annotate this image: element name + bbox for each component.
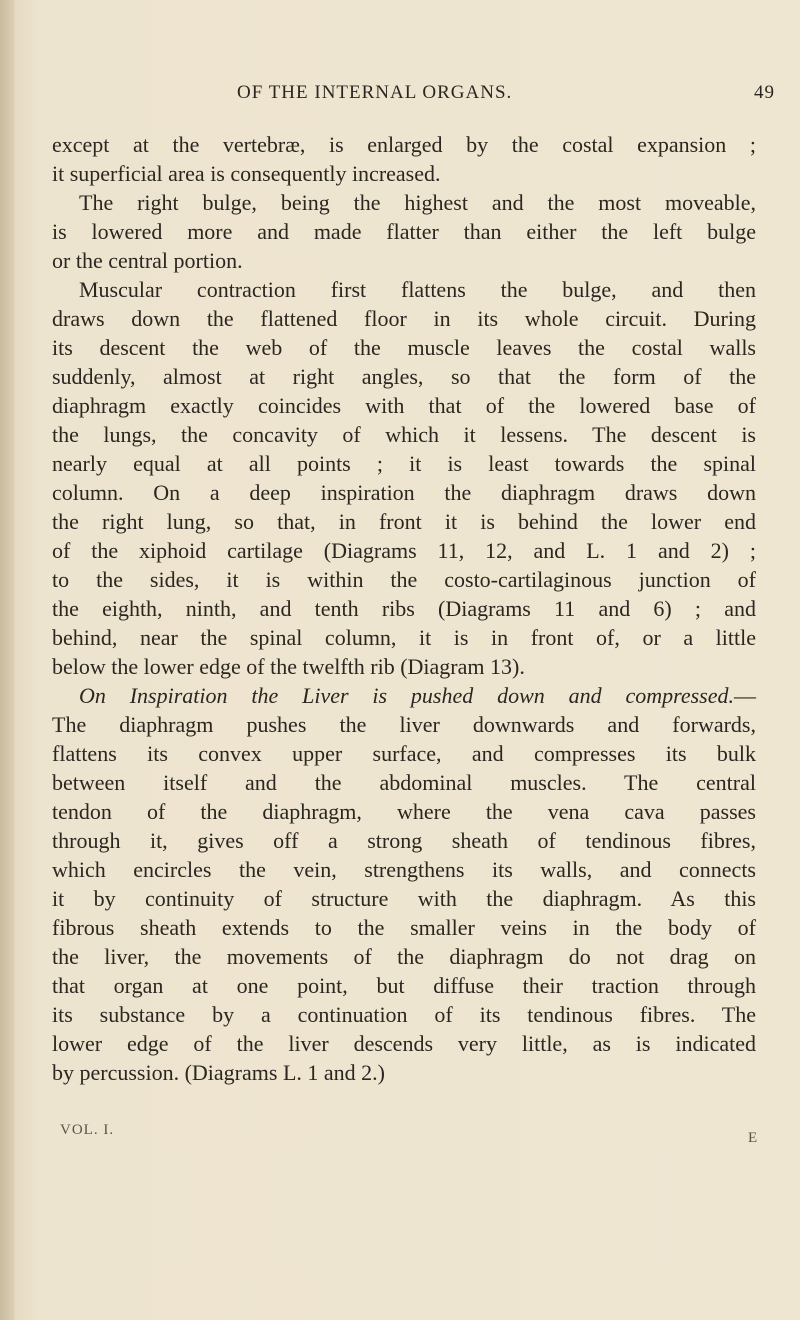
text-line: The diaphragm pushes the liver downwards and forwards,	[52, 712, 756, 737]
text-line: flattens its convex upper surface, and compresses its bulk	[52, 741, 756, 766]
text-line: between itself and the abdominal muscles. The central	[52, 770, 756, 795]
text-line: The right bulge, being the highest and the most moveable,	[79, 190, 756, 215]
text-line: its descent the web of the muscle leaves the costal walls	[52, 335, 756, 360]
text-line: that organ at one point, but diffuse their traction through	[52, 973, 756, 998]
text-line: the right lung, so that, in front it is behind the lower end	[52, 509, 756, 534]
text-line: except at the vertebræ, is enlarged by the costal expansion ;	[52, 132, 756, 157]
text-line: which encircles the vein, strengthens its walls, and connects	[52, 857, 756, 882]
body-text	[52, 130, 756, 1087]
text-line: tendon of the diaphragm, where the vena cava passes	[52, 799, 756, 824]
text-line: draws down the flattened floor in its whole circuit. During	[52, 306, 756, 331]
text-line: the eighth, ninth, and tenth ribs (Diagrams 11 and 6) ; and	[52, 596, 756, 621]
text-line: its substance by a continuation of its tendinous fibres. The	[52, 1002, 756, 1027]
volume-mark: VOL. I.	[60, 1122, 115, 1138]
text-line: to the sides, it is within the costo-cartilaginous junction of	[52, 567, 756, 592]
text-line: column. On a deep inspiration the diaphragm draws down	[52, 480, 756, 505]
heading-dash: —	[734, 683, 756, 708]
text-line: Muscular contraction first flattens the bulge, and then	[79, 277, 756, 302]
text-line: it by continuity of structure with the diaphragm. As this	[52, 886, 756, 911]
text-line: diaphragm exactly coincides with that of the lowered base of	[52, 393, 756, 418]
page-header	[0, 82, 800, 112]
signature-mark: E	[748, 1130, 759, 1146]
running-head: OF THE INTERNAL ORGANS.	[237, 82, 513, 103]
italic-heading: On Inspiration the Liver is pushed down and compressed.	[79, 683, 734, 708]
italic-heading-line	[52, 681, 756, 710]
page-footer	[0, 1122, 800, 1146]
text-line: by percussion. (Diagrams L. 1 and 2.)	[52, 1060, 385, 1085]
text-line: or the central portion.	[52, 248, 243, 273]
text-line: fibrous sheath extends to the smaller veins in the body of	[52, 915, 756, 940]
text-line: of the xiphoid cartilage (Diagrams 11, 12, and L. 1 and 2) ;	[52, 538, 756, 563]
text-line: nearly equal at all points ; it is least towards the spinal	[52, 451, 756, 476]
text-line: the lungs, the concavity of which it lessens. The descent is	[52, 422, 756, 447]
text-line: it superficial area is consequently increased.	[52, 161, 441, 186]
text-line: lower edge of the liver descends very little, as is indicated	[52, 1031, 756, 1056]
text-line: suddenly, almost at right angles, so that the form of the	[52, 364, 756, 389]
text-line: through it, gives off a strong sheath of tendinous fibres,	[52, 828, 756, 853]
text-line: is lowered more and made flatter than either the left bulge	[52, 219, 756, 244]
text-line: behind, near the spinal column, it is in front of, or a little	[52, 625, 756, 650]
text-line: the liver, the movements of the diaphragm do not drag on	[52, 944, 756, 969]
text-line: below the lower edge of the twelfth rib (Diagram 13).	[52, 654, 525, 679]
page-number: 49	[754, 82, 775, 103]
